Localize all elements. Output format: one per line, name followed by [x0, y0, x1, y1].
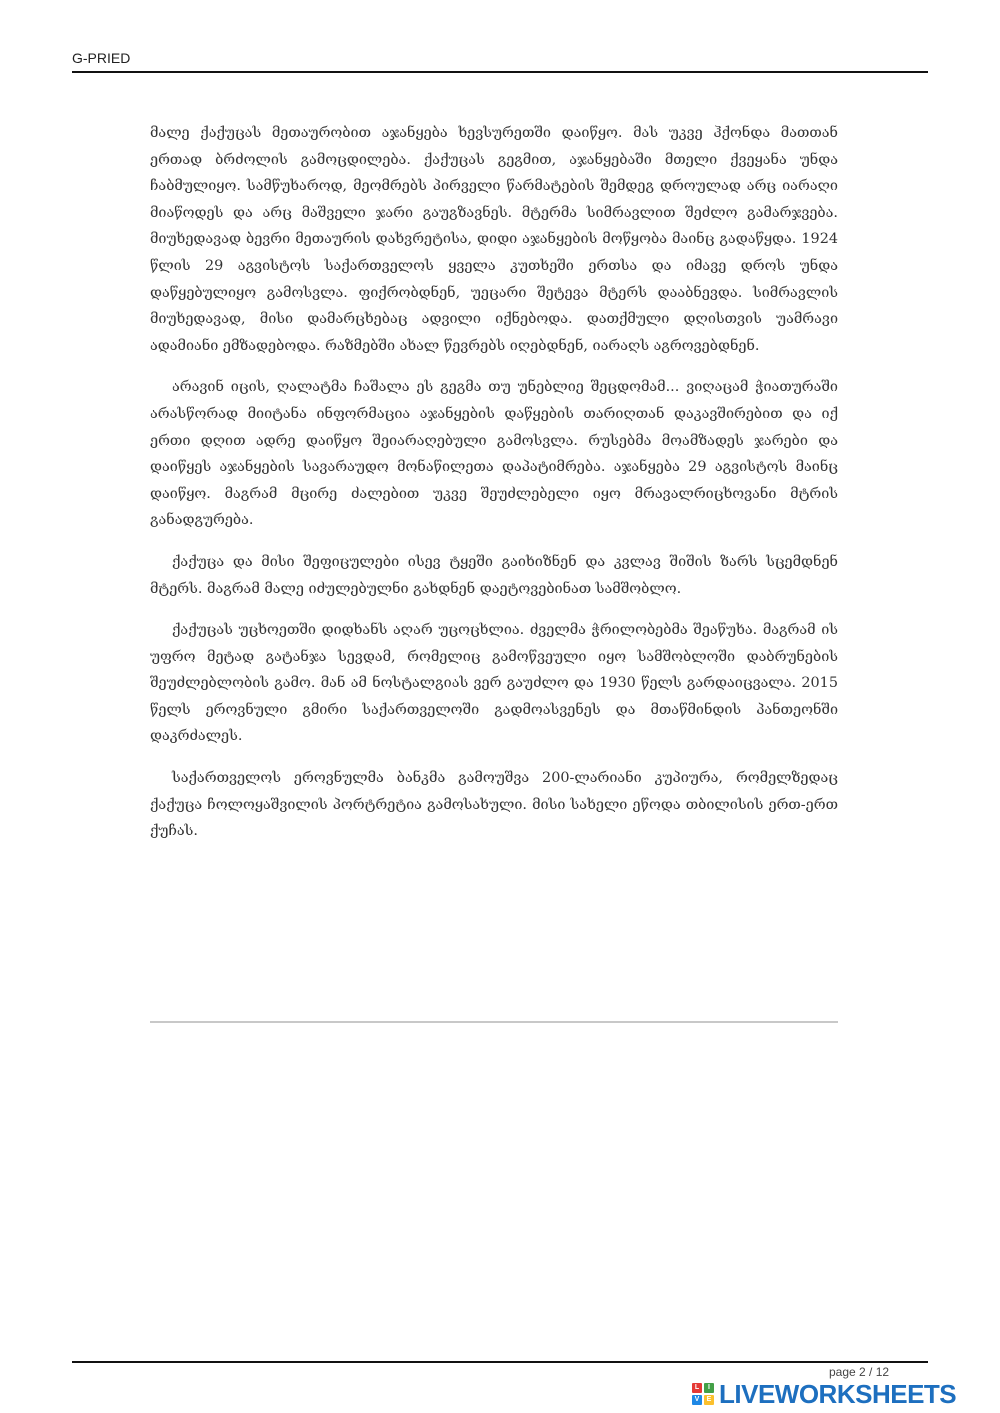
logo-tile: E — [704, 1395, 714, 1405]
paragraph-4: ქაქუცას უცხოეთში დიდხანს აღარ უცოცხლია. ძველმა ჭრილობებმა შეაწუხა. მაგრამ ის უფრო მეტად გატანჯა სევდამ, რომელიც გამოწვეული იყო სამშობლოში დაბრუნების შეუძლებლობის გამო. მან ამ ნოსტალგიას ვერ გაუძლო და 1930 წელს გარდაიცვალა. 2015 წელს ეროვნული გმირი საქართველოში გადმოასვენეს და მთაწმინდის პანთეონში დაკრძალეს. — [150, 622, 838, 745]
document-body — [150, 120, 838, 860]
brand-name: LIVEWORKSHEETS — [719, 1379, 957, 1409]
footer-divider — [72, 1361, 928, 1363]
paragraph-2: არავინ იცის, ღალატმა ჩაშალა ეს გეგმა თუ უნებლიე შეცდომამ... ვიღაცამ ჭიათურაში არასწორად მიიტანა ინფორმაცია აჯანყების დაწყების თარიღთან დაკავშირებით და იქ ერთი დღით ადრე დაიწყო შეიარაღებული გამოსვლა. რუსებმა მოამზადეს ჯარები და დაიწყეს აჯანყების სავარაუდო მონაწილეთა დაპატიმრება. აჯანყება 29 აგვისტოს მაინც დაიწყო. მაგრამ მცირე ძალებით უკვე შეუძლებელი იყო მრავალრიცხოვანი მტრის განადგურება. — [150, 379, 838, 529]
header-divider — [72, 71, 928, 73]
logo-tile: V — [692, 1395, 702, 1405]
liveworksheets-logo-icon — [692, 1383, 714, 1405]
paragraph-3: ქაქუცა და მისი შეფიცულები ისევ ტყეში გაიხიზნენ და კვლავ შიშის ზარს სცემდნენ მტერს. მაგრამ მალე იძულებულნი გახდნენ დაეტოვებინათ სამშობლო. — [150, 553, 838, 597]
content-end-divider — [150, 1021, 838, 1023]
liveworksheets-brand[interactable] — [692, 1377, 956, 1411]
logo-tile: L — [692, 1383, 702, 1393]
logo-tile: I — [704, 1383, 714, 1393]
paragraph-5: საქართველოს ეროვნულმა ბანკმა გამოუშვა 200-ლარიანი კუპიურა, რომელზედაც ქაქუცა ჩოლოყაშვილის პორტრეტია გამოსახული. მისი სახელი ეწოდა თბილისის ერთ-ერთ ქუჩას. — [150, 770, 838, 840]
header-label: G-PRIED — [72, 50, 131, 66]
page-number: page 2 / 12 — [829, 1365, 890, 1379]
paragraph-1: მალე ქაქუცას მეთაურობით აჯანყება ხევსურეთში დაიწყო. მას უკვე ჰქონდა მათთან ერთად ბრძოლის გამოცდილება. ქაქუცას გეგმით, აჯანყებაში მთელი ქვეყანა უნდა ჩაბმულიყო. სამწუხაროდ, მეომრებს პირველი წარმატების შემდეგ დროულად არც იარაღი მიაწოდეს და არც მაშველი ჯარი გაუგზავნეს. მტერმა სიმრავლით შეძლო გამარჯვება. მიუხედავად ბევრი მეთაურის დახვრეტისა, დიდი აჯანყების მოწყობა მაინც გადაწყდა. 1924 წლის 29 აგვისტოს საქართველოს ყველა კუთხეში ერთსა და იმავე დროს უნდა დაწყებულიყო გამოსვლა. ფიქრობდნენ, უეცარი შეტევა მტერს დააბნევდა. სიმრავლის მიუხედავად, მისი დამარცხებაც ადვილი იქნებოდა. დათქმული დღისთვის უამრავი ადამიანი ემზადებოდა. რაზმებში ახალ წევრებს იღებდნენ, იარაღს აგროვებდნენ. — [150, 125, 838, 354]
